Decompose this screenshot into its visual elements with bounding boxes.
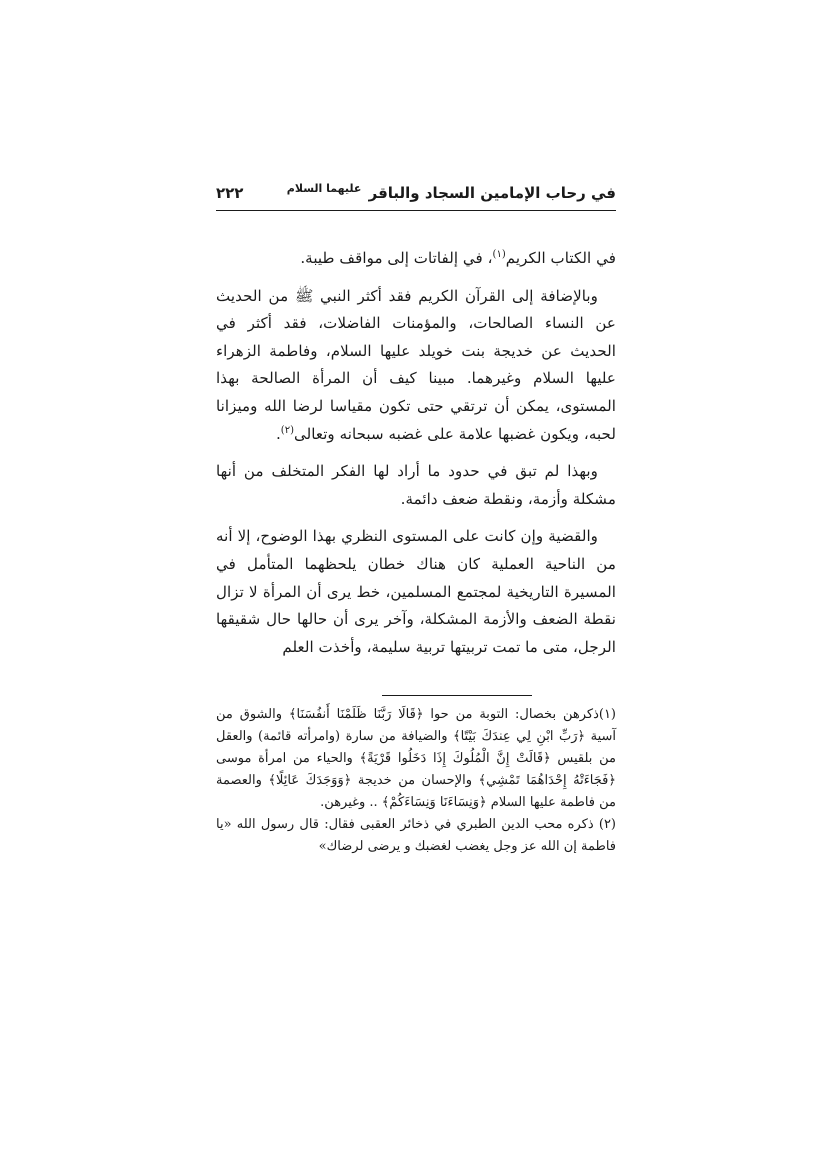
book-page <box>216 178 616 858</box>
book-title: في رحاب الإمامين السجاد والباقر <box>368 184 616 202</box>
header-divider <box>216 210 616 211</box>
page-number: ٢٢٢ <box>216 184 244 202</box>
paragraph-text: والقضية وإن كانت على المستوى النظري بهذا الوضوح، إلا أنه من الناحية العملية كان هناك خطان يلحظهما المتأمل في المسيرة التاريخية لمجتمع المسلمين، خط يرى أن المرأة لا تزال نقطة الضعف والأزمة المشكلة، وآخر يرى أن حالها حال شقيقها الرجل، متى ما تمت تربيتها تربية سليمة، وأخذت العلم <box>216 527 616 656</box>
running-title <box>287 178 616 204</box>
paragraph-tail: . <box>275 424 281 443</box>
paragraph-4 <box>216 523 616 661</box>
paragraph-text: في الكتاب الكريم <box>505 249 616 267</box>
footnote-2: (٢) ذكره محب الدين الطبري في ذخائر العقبى فقال: قال رسول الله «يا فاطمة إن الله عز وجل يغضب لغضبك و يرضى لرضاك» <box>216 817 616 855</box>
paragraph-text: وبهذا لم تبق في حدود ما أراد لها الفكر المتخلف من أنها مشكلة وأزمة، ونقطة ضعف دائمة. <box>216 462 616 508</box>
honorific-ligature: عليهما السلام <box>286 182 362 195</box>
footnote-ref-2[interactable]: (٢) <box>280 424 294 436</box>
paragraph-tail: ، في إلفاتات إلى مواقف طيبة. <box>300 249 493 267</box>
paragraph-1 <box>216 245 616 273</box>
footnote-divider <box>382 695 532 696</box>
main-text <box>216 245 616 661</box>
paragraph-text: وبالإضافة إلى القرآن الكريم فقد أكثر النبي ﷺ من الحديث عن النساء الصالحات، والمؤمنات الفاضلات، فقد أكثر في الحديث عن خديجة بنت خويلد عليها السلام، وفاطمة الزهراء عليها السلام وغيرهما. مبينا كيف أن المرأة الصالحة بهذا المستوى، يمكن أن ترتقي حتى تكون مقياسا لرضا الله وميزانا لحبه، ويكون غضبها علامة على غضبه سبحانه وتعالى <box>216 286 616 443</box>
footnotes <box>216 704 616 858</box>
paragraph-2 <box>216 283 616 449</box>
footnote-ref-1[interactable]: (١) <box>492 248 506 260</box>
footnote-1: (١)ذكرهن بخصال: التوبة من حوا ﴿قَالَا رَبَّنَا ظَلَمْنَا أَنفُسَنَا﴾ والشوق من آسية ﴿رَبِّ ابْنِ لِي عِندَكَ بَيْتًا﴾ والضيافة من سارة (وامرأته قائمة) والعقل من بلقيس ﴿قَالَتْ إِنَّ الْمُلُوكَ إِذَا دَخَلُوا قَرْيَةً﴾ والحياء من امرأة موسى ﴿فَجَاءَتْهُ إِحْدَاهُمَا تَمْشِي﴾ والإحسان من خديجة ﴿وَوَجَدَكَ عَائِلًا﴾ والعصمة من فاطمة عليها السلام ﴿وَنِسَاءَنَا وَنِسَاءَكُمْ﴾ .. وغيرهن. <box>216 707 616 811</box>
running-header <box>216 178 616 210</box>
paragraph-3 <box>216 458 616 513</box>
